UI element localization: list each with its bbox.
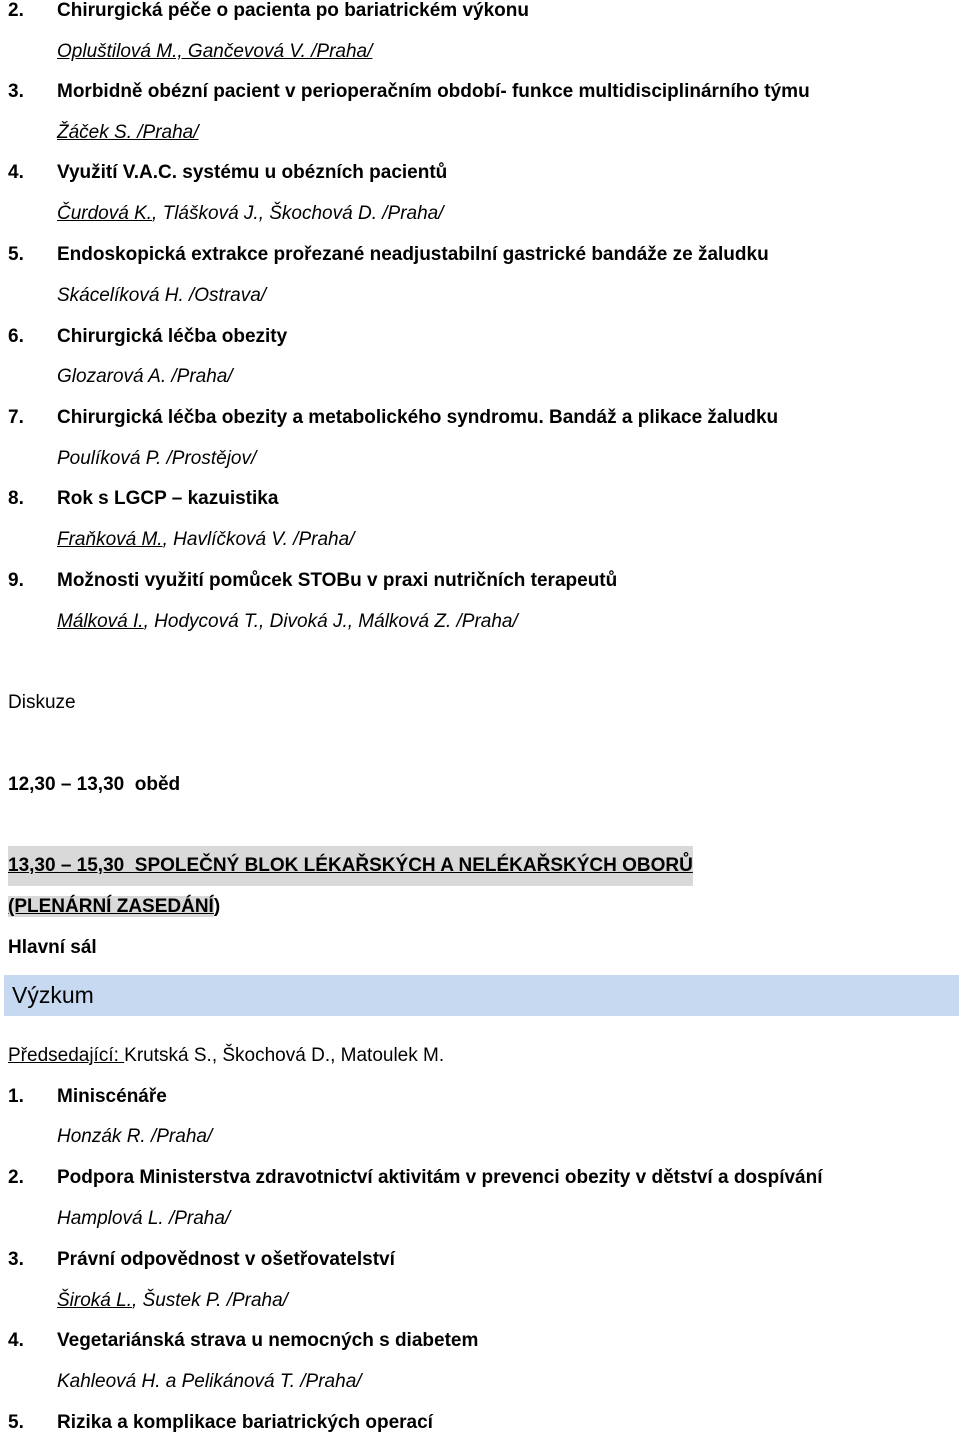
authors-underlined: Žáček S. /Praha/ bbox=[57, 122, 199, 143]
chairs bbox=[8, 1036, 444, 1076]
authors-rest: , Havlíčková V. /Praha/ bbox=[162, 529, 355, 550]
item-title: Vegetariánská strava u nemocných s diabetem bbox=[57, 1330, 479, 1351]
chairs-names: Krutská S., Škochová D., Matoulek M. bbox=[124, 1045, 445, 1066]
plenary-subtitle bbox=[8, 887, 220, 927]
item-authors bbox=[57, 439, 256, 479]
room-label: Hlavní sál bbox=[8, 937, 97, 958]
item-title: Možnosti využití pomůcek STOBu v praxi nutričních terapeutů bbox=[57, 570, 618, 591]
item-authors bbox=[57, 602, 518, 642]
chairs-label: Předsedající: bbox=[8, 1045, 125, 1066]
item-title: Rizika a komplikace bariatrických operací bbox=[57, 1412, 433, 1433]
section-band bbox=[4, 975, 959, 1016]
authors-rest: , Hodycová T., Divoká J., Málková Z. /Praha/ bbox=[143, 611, 518, 632]
item-title: Chirurgická léčba obezity a metabolického syndromu. Bandáž a plikace žaludku bbox=[57, 407, 779, 428]
authors-rest: Skácelíková H. /Ostrava/ bbox=[57, 285, 267, 306]
authors-rest: Glozarová A. /Praha/ bbox=[57, 366, 233, 387]
authors-rest: Hamplová L. /Praha/ bbox=[57, 1208, 231, 1229]
item-number: 4. bbox=[8, 162, 24, 183]
item-number: 5. bbox=[8, 244, 24, 265]
item-title: Miniscénáře bbox=[57, 1086, 167, 1107]
item-number: 2. bbox=[8, 1167, 24, 1188]
authors-underlined: Čurdová K. bbox=[57, 203, 153, 224]
item-title: Právní odpovědnost v ošetřovatelství bbox=[57, 1249, 395, 1270]
section-title: Výzkum bbox=[12, 982, 94, 1008]
item-authors bbox=[57, 32, 372, 72]
item-title: Podpora Ministerstva zdravotnictví aktivitám v prevenci obezity v dětství a dospívání bbox=[57, 1167, 823, 1188]
authors-rest: Honzák R. /Praha/ bbox=[57, 1126, 213, 1147]
item-number: 2. bbox=[8, 0, 24, 21]
authors-rest: Poulíková P. /Prostějov/ bbox=[57, 448, 257, 469]
item-number: 3. bbox=[8, 81, 24, 102]
authors-underlined: Široká L. bbox=[57, 1290, 132, 1311]
item-number: 4. bbox=[8, 1330, 24, 1351]
discussion-label: Diskuze bbox=[8, 692, 76, 713]
item-title: Chirurgická léčba obezity bbox=[57, 326, 288, 347]
item-number: 7. bbox=[8, 407, 24, 428]
plenary-title: 13,30 – 15,30 SPOLEČNÝ BLOK LÉKAŘSKÝCH A NELÉKAŘSKÝCH OBORŮ bbox=[8, 846, 693, 886]
authors-underlined: Opluštilová M., Gančevová V. /Praha/ bbox=[57, 41, 373, 62]
authors-rest: , Tlášková J., Škochová D. /Praha/ bbox=[152, 203, 444, 224]
authors-rest: Kahleová H. a Pelikánová T. /Praha/ bbox=[57, 1371, 362, 1392]
authors-rest: , Šustek P. /Praha/ bbox=[131, 1290, 288, 1311]
plenary-subtitle-end: ) bbox=[213, 896, 221, 917]
item-authors bbox=[57, 1281, 288, 1321]
item-title: Chirurgická péče o pacienta po bariatrickém výkonu bbox=[57, 0, 529, 21]
authors-underlined: Málková I. bbox=[57, 611, 144, 632]
item-title: Endoskopická extrakce prořezané neadjustabilní gastrické bandáže ze žaludku bbox=[57, 244, 769, 265]
item-title: Využití V.A.C. systému u obézních pacientů bbox=[57, 162, 448, 183]
item-title: Morbidně obézní pacient v perioperačním období- funkce multidisciplinárního týmu bbox=[57, 81, 810, 102]
item-number: 9. bbox=[8, 570, 24, 591]
item-number: 5. bbox=[8, 1412, 24, 1433]
item-authors bbox=[57, 1362, 362, 1402]
item-number: 1. bbox=[8, 1086, 24, 1107]
item-number: 3. bbox=[8, 1249, 24, 1270]
item-authors bbox=[57, 276, 266, 316]
item-authors bbox=[57, 194, 444, 234]
item-authors bbox=[57, 1199, 230, 1239]
item-authors bbox=[57, 1117, 212, 1157]
lunch-label: 12,30 – 13,30 oběd bbox=[8, 774, 181, 795]
authors-underlined: Fraňková M. bbox=[57, 529, 163, 550]
item-number: 6. bbox=[8, 326, 24, 347]
item-authors bbox=[57, 357, 233, 397]
plenary-subtitle-highlighted: (PLENÁRNÍ ZASEDÁNÍ bbox=[8, 896, 214, 917]
item-number: 8. bbox=[8, 488, 24, 509]
item-authors bbox=[57, 113, 199, 153]
item-authors bbox=[57, 520, 354, 560]
item-title: Rok s LGCP – kazuistika bbox=[57, 488, 279, 509]
